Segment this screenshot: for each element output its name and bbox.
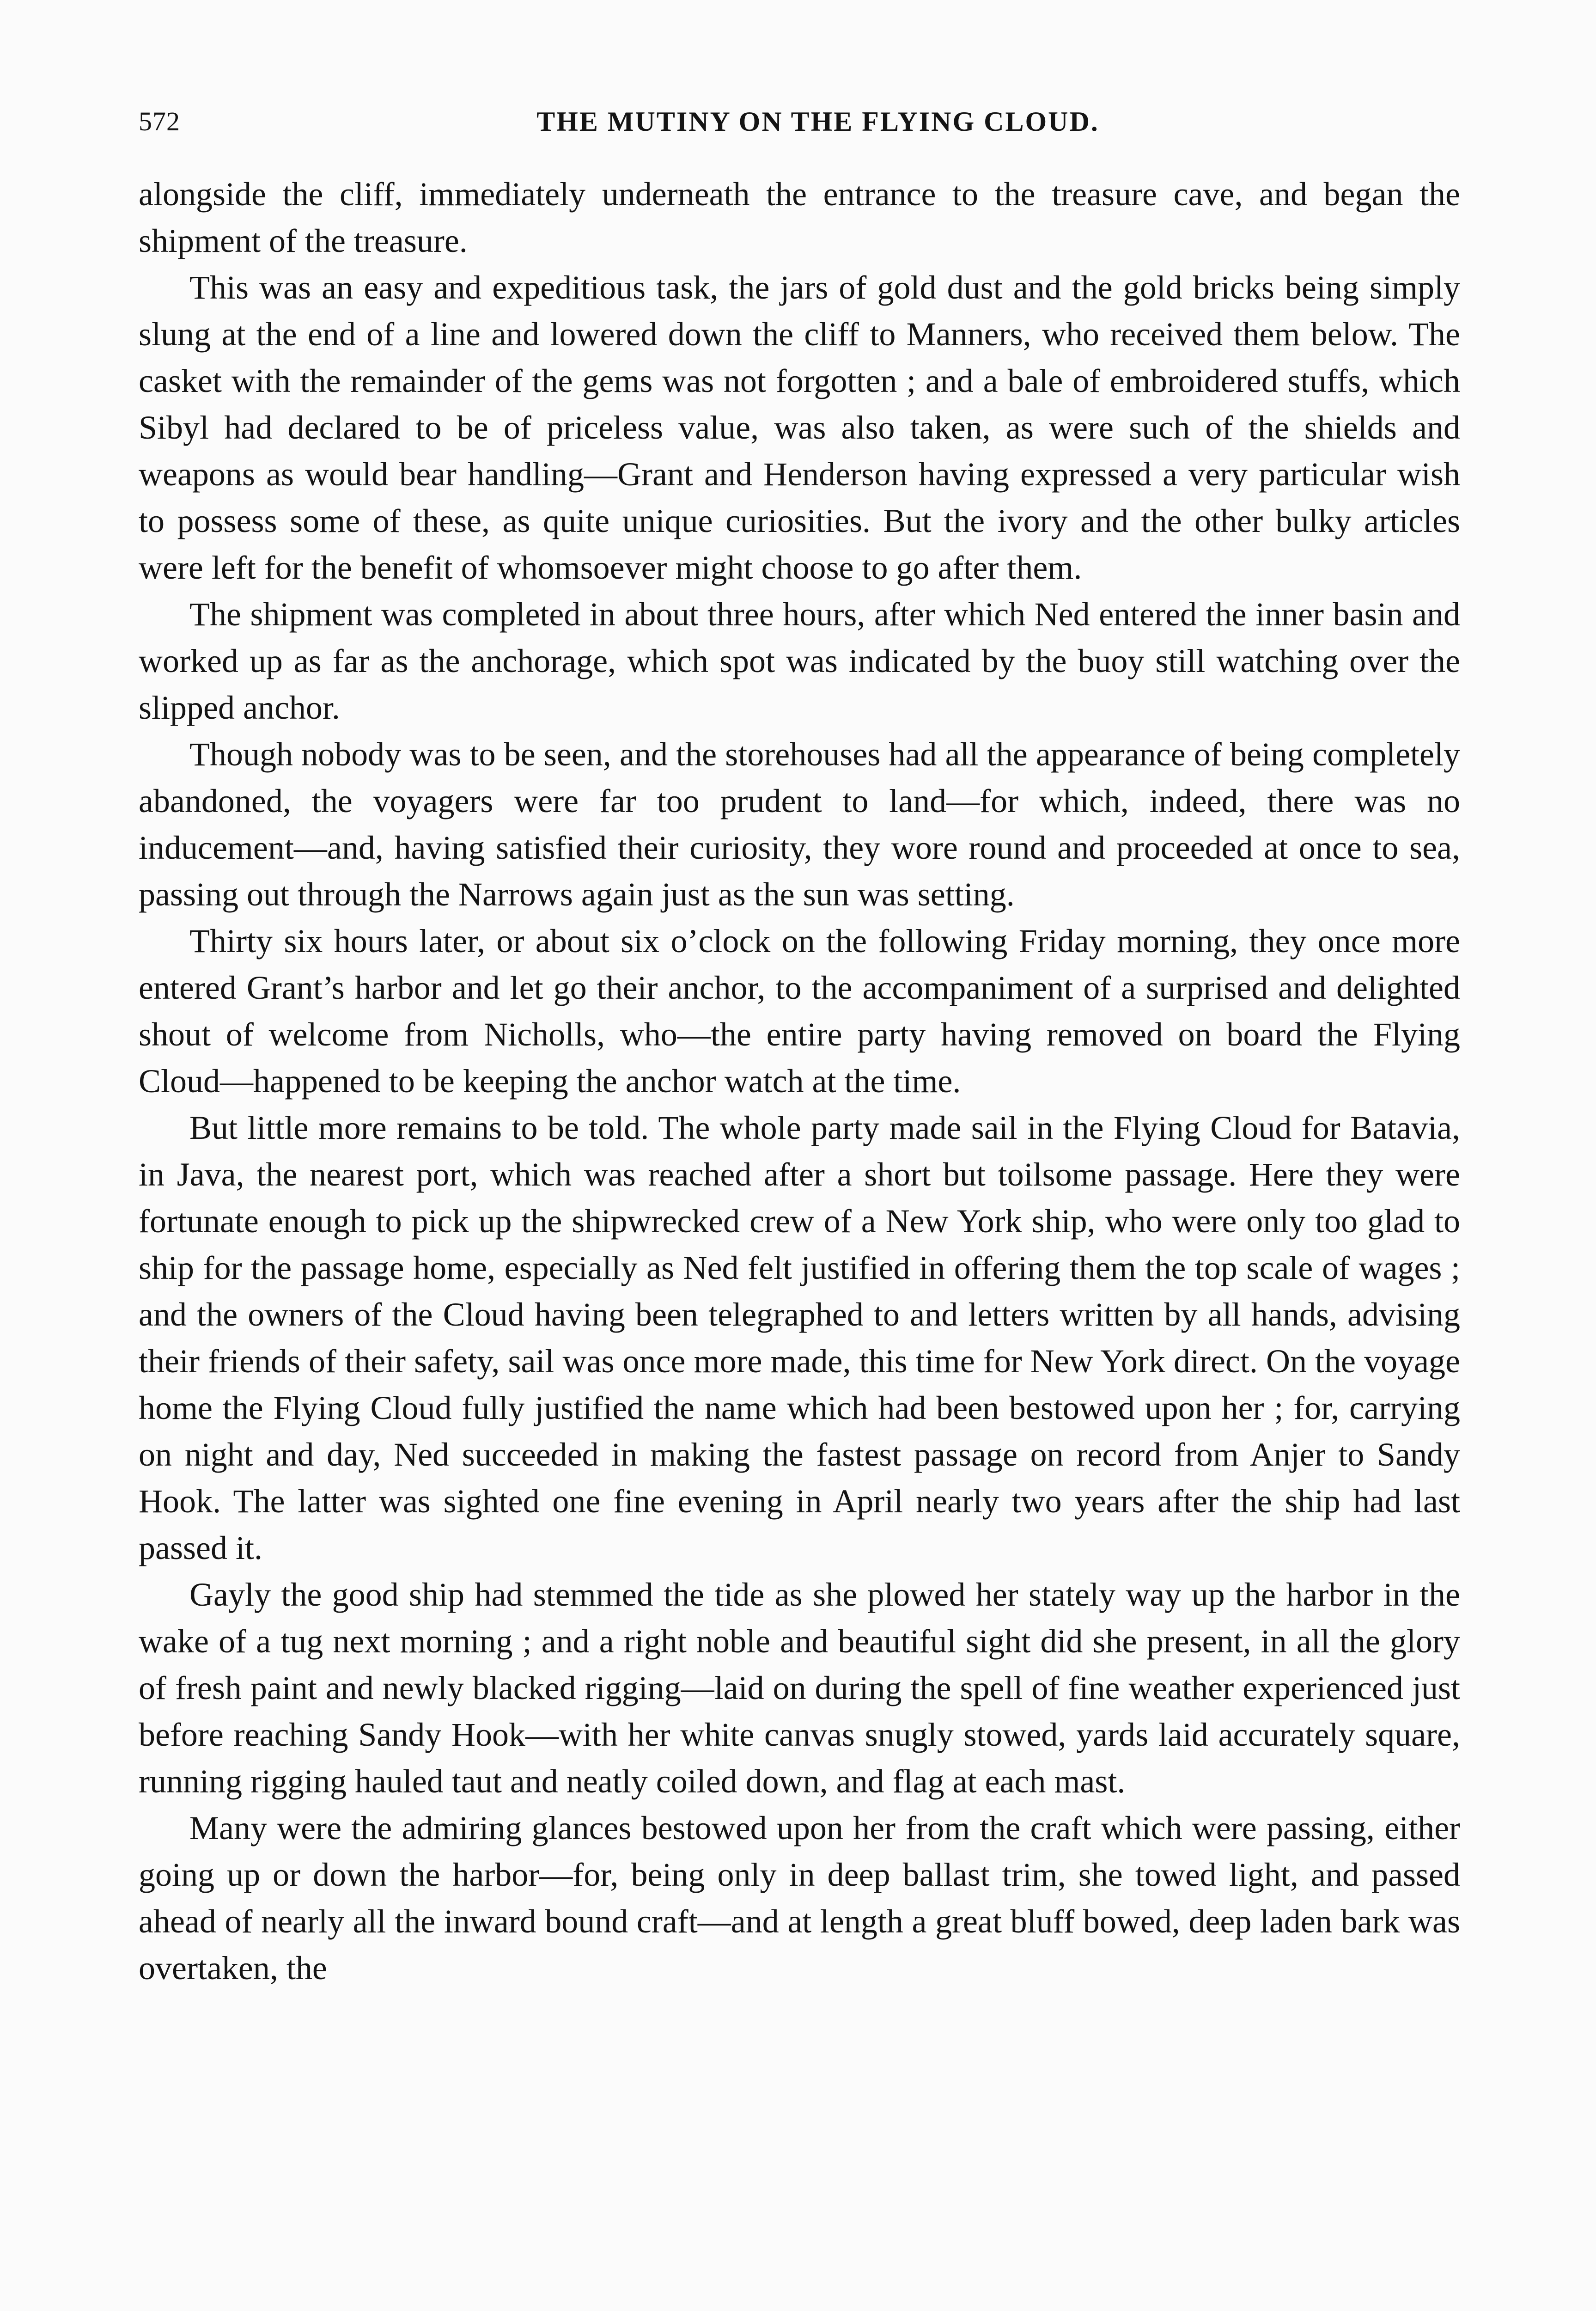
paragraph: Many were the admiring glances bestowed upon her from the craft which were passing, either going up or down the harbor—for, being only in deep ballast trim, she towed light, and passed ahead of nearly all the inward bound craft—and at length a great bluff bowed, deep laden bark was overtaken, the <box>139 1810 1460 1987</box>
body-text <box>139 171 1460 1992</box>
paragraph: But little more remains to be told. The whole party made sail in the Flying Cloud for Batavia, in Java, the nearest port, which was reached after a short but toilsome passage. Here they were fortunate enough to pick up the shipwrecked crew of a New York ship, who were only too glad to ship for the passage home, especially as Ned felt justified in offering them the top scale of wages ; and the owners of the Cloud having been telegraphed to and letters written by all hands, advising their friends of their safety, sail was once more made, this time for New York direct. On the voyage home the Flying Cloud fully justified the name which had been bestowed upon her ; for, carrying on night and day, Ned succeeded in making the fastest passage on record from Anjer to Sandy Hook. The latter was sighted one fine evening in April nearly two years after the ship had last passed it. <box>139 1109 1460 1566</box>
paragraph: Gayly the good ship had stemmed the tide as she plowed her stately way up the harbor in the wake of a tug next morning ; and a right noble and beautiful sight did she present, in all the glory of fresh paint and newly blacked rigging—laid on during the spell of fine weather experienced just before reaching Sandy Hook—with her white canvas snugly stowed, yards laid accurately square, running rigging hauled taut and neatly coiled down, and flag at each mast. <box>139 1576 1460 1800</box>
paragraph: Though nobody was to be seen, and the storehouses had all the appearance of being completely abandoned, the voyagers were far too prudent to land—for which, indeed, there was no inducement—and, having satisfied their curiosity, they wore round and proceeded at once to sea, passing out through the Narrows again just as the sun was setting. <box>139 736 1460 913</box>
running-title: THE MUTINY ON THE FLYING CLOUD. <box>536 106 1099 137</box>
page-header <box>139 101 1460 142</box>
paragraph: This was an easy and expeditious task, the jars of gold dust and the gold bricks being simply slung at the end of a line and lowered down the cliff to Manners, who received them below. The casket with the remainder of the gems was not forgotten ; and a bale of embroidered stuffs, which Sibyl had declared to be of priceless value, was also taken, as were such of the shields and weapons as would bear handling—Grant and Henderson having expressed a very particular wish to possess some of these, as quite unique curiosities. But the ivory and the other bulky articles were left for the benefit of whomsoever might choose to go after them. <box>139 269 1460 586</box>
page-number: 572 <box>139 106 180 136</box>
paragraph: alongside the cliff, immediately underneath the entrance to the treasure cave, and began the shipment of the treasure. <box>139 176 1460 259</box>
paragraph: The shipment was completed in about three hours, after which Ned entered the inner basin and worked up as far as the anchorage, which spot was indicated by the buoy still watching over the slipped anchor. <box>139 596 1460 726</box>
paragraph: Thirty six hours later, or about six o’clock on the following Friday morning, they once more entered Grant’s harbor and let go their anchor, to the accompaniment of a surprised and delighted shout of welcome from Nicholls, who—the entire party having removed on board the Flying Cloud—happened to be keeping the anchor watch at the time. <box>139 923 1460 1100</box>
